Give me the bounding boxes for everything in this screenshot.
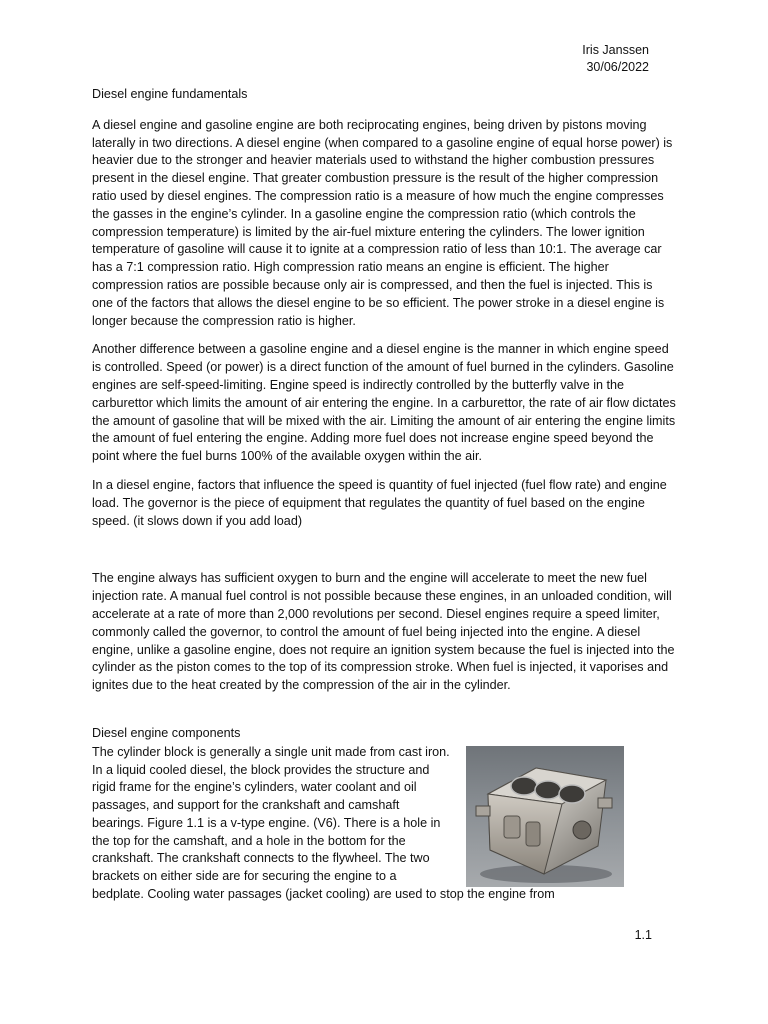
page-title: Diesel engine fundamentals bbox=[92, 87, 248, 101]
document-header bbox=[582, 42, 649, 76]
page-number: 1.1 bbox=[634, 928, 652, 942]
components-section bbox=[92, 725, 676, 904]
section-text-continued: bedplate. Cooling water passages (jacket cooling) are used to stop the engine from bbox=[92, 887, 555, 902]
section-text: The cylinder block is generally a single unit made from cast iron. In a liquid cooled diesel, the block provides the structure and rigid frame for the engine’s cylinders, water coolant and oil passages, and support for the crankshaft and camshaft bearings. Figure 1.1 is a v-type engine. (V6). There is a hole in the top for the camshaft, and a hole in the bottom for the crankshaft. The crankshaft connects to the flywheel. The two brackets on either side are for securing the engine to a bbox=[92, 744, 450, 884]
author-name: Iris Janssen bbox=[582, 43, 649, 57]
paragraph: Another difference between a gasoline engine and a diesel engine is the manner in which engine speed is controlled. Speed (or power) is a direct function of the amount of fuel burned in the cylinders. Gasoline engines are self-speed-limiting. Engine speed is indirectly controlled by the butterfly valve in the carburettor which limits the amount of air entering the engine. In a carburettor, the rate of air flow dictates the amount of gasoline that will be mixed with the air. Limiting the amount of air entering the engine limits the amount of fuel entering the engine. Adding more fuel does not increase engine speed beyond the point where the fuel burns 100% of the available oxygen within the air. bbox=[92, 342, 676, 464]
figure-area bbox=[92, 744, 676, 904]
document-body bbox=[92, 86, 676, 904]
section-heading: Diesel engine components bbox=[92, 725, 241, 740]
paragraph: A diesel engine and gasoline engine are both reciprocating engines, being driven by pistons moving laterally in two directions. A diesel engine (when compared to a gasoline engine of equal horse power) is heavier due to the stronger and heavier materials used to withstand the higher combustion pressures present in the diesel engine. That greater combustion pressure is the result of the higher compression ratio used by diesel engines. The compression ratio is a measure of how much the engine compresses the gasses in the engine’s cylinder. In a gasoline engine the compression ratio (which controls the compression temperature) is limited by the air-fuel mixture entering the cylinders. The lower ignition temperature of gasoline will cause it to ignite at a compression ratio of less than 10:1. The average car has a 7:1 compression ratio. High compression ratio means an engine is efficient. The higher compression ratios are possible because only air is compressed, and then the fuel is injected. This is one of the factors that allows the diesel engine to be so efficient. The power stroke in a diesel engine is longer because the compression ratio is higher. bbox=[92, 117, 673, 328]
spacer bbox=[92, 541, 676, 570]
engine-block-icon bbox=[466, 746, 624, 887]
document-date: 30/06/2022 bbox=[586, 60, 649, 74]
engine-block-figure bbox=[466, 746, 624, 887]
paragraph: The engine always has sufficient oxygen to burn and the engine will accelerate to meet the new fuel injection rate. A manual fuel control is not possible because these engines, in an unloaded condition, will accelerate at a rate of more than 2,000 revolutions per second. Diesel engines require a speed limiter, commonly called the governor, to control the amount of fuel being injected into the engine. A diesel engine, unlike a gasoline engine, does not require an ignition system because the fuel is injected into the cylinder as the piston comes to the top of its compression stroke. When fuel is injected, it vaporises and ignites due to the heat created by the compression of the air in the cylinder. bbox=[92, 571, 675, 693]
paragraph: In a diesel engine, factors that influence the speed is quantity of fuel injected (fuel flow rate) and engine load. The governor is the piece of equipment that regulates the quantity of fuel based on the engine speed. (it slows down if you add load) bbox=[92, 477, 667, 528]
